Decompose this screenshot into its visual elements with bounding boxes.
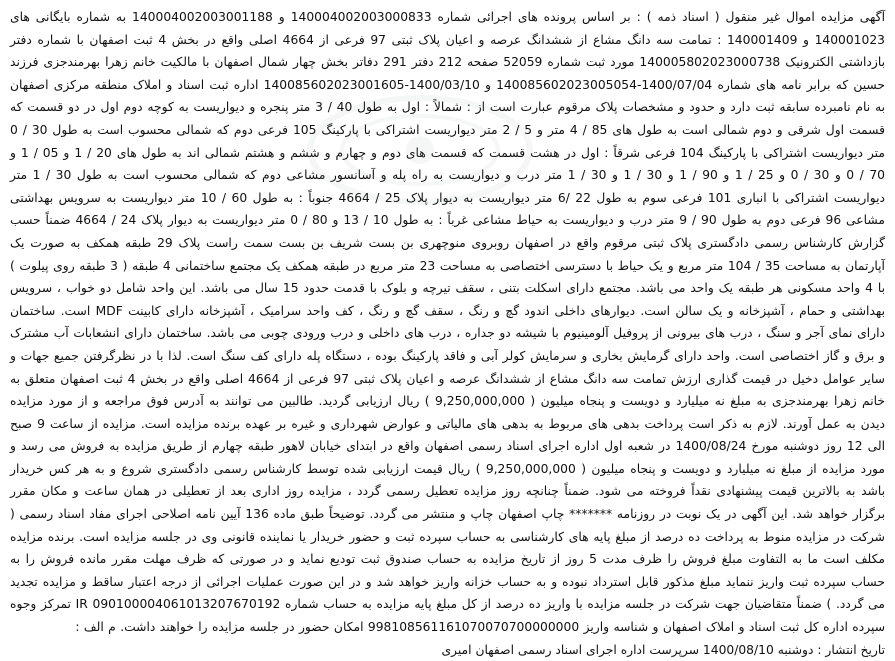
notice-footer: تاریخ انتشار : دوشنبه 1400/08/10 سرپرست اداره اجرای اسناد رسمی اصفهان امیری [441, 642, 885, 657]
notice-body: آگهی مزایده اموال غیر منقول ( اسناد ذمه ) : بر اساس پرونده های اجرائی شماره 140004002003000833 و 140004002003001188 به شماره بایگانی های 140001023 و 140001409 : تمامت سه دانگ مشاع از ششدانگ عرصه و اعیان پلاک ثبتی 97 فرعی از 4664 اصلی واقع در بخش 4 ثبت اصفهان با شماره دفتر بازداشتی الکترونیک 140005802023000738 مورد ثبت شماره 52059 صفحه 212 دفتر 291 دفاتر بخش چهار شمال اصفهان با مالکیت خانم زهرا بهرمندجزی فرزند حسین که برابر نامه های شماره 1400/07/04-140085602023005054 و 1400/03/10-140085602023001605 اداره ثبت اسناد و املاک منطقه مرکزی اصفهان به نام نامبرده سابقه ثبت دارد و حدود و مشخصات پلاک مرقوم عبارت است از : شمالاً : اول به طول 40 / 3 متر پنجره و دیواریست به کوچه دوم اول در دو قسمت که قسمت اول شرقی و دوم شمالی است به طول های 85 / 4 متر و 5 / 2 متر دیواریست اشتراکی با پارکینگ 105 فرعی دوم که شمالی محسوب است به طول 30 / 0 متر دیواریست اشتراکی با پارکینگ 104 فرعی شرقاً : اول در هشت قسمت که قسمت های دوم و چهارم و ششم و هشتم شمالی اند به طول های 20 / 1 و 05 / 1 و 70 / 0 و 30 / 0 و 25 / 1 و 90 / 1 و 30 / 1 و 30 / 1 متر درب و دیواریست به راه پله و آسانسور مشاعی دوم که شمالی محسوب است به طول 30 / 1 متر دیواریست اشتراکی با انباری 101 فرعی سوم به طول 22 /6 متر دیواریست به دیوار پلاک 25 / 4664 جنوباً : به طول 60 / 10 متر دیواریست به سرویس بهداشتی مشاعی 96 فرعی دوم به طول 90 / 9 متر درب و دیواریست به حیاط مشاعی غرباً : به طول 10 / 13 و 80 / 0 متر دیواریست به دیوار پلاک 24 / 4664 ضمناً حسب گزارش کارشناس رسمی دادگستری پلاک ثبتی مرقوم واقع در اصفهان روبروی منوچهری بن بست شریف بن بست سمت راست پلاک 29 طبقه همکف به صورت یک آپارتمان به مساحت 35 / 104 متر مربع و یک حیاط با دسترسی اختصاصی به مساحت 23 متر مربع در طبقه همکف یک مجتمع ساختمانی 4 طبقه ( 3 طبقه روی پیلوت ) با 4 واحد مسکونی هر طبقه یک واحد می باشد. مجتمع دارای اسکلت بتنی ، سقف تیرچه و بلوک با قدمت حدود 15 سال می باشد. این واحد شامل دو خواب ، سرویس بهداشتی و حمام ، آشپزخانه و یک سالن است. دیوارهای داخلی اندود گچ و رنگ ، سقف گچ و رنگ ، کف واحد سرامیک ، آشپزخانه دارای کابینت MDF است. ساختمان دارای نمای آجر و سنگ ، درب های بیرونی از پروفیل آلومینیوم با شیشه دو جداره ، درب های داخلی و درب ورودی چوبی می باشد. ساختمان دارای انشعابات آب مشترک و برق و گاز اختصاصی است. واحد دارای گرمایش بخاری و سرمایش کولر آبی و فاقد پارکینگ بوده ، دستگاه پله دارای کف سنگ است. لذا با در نظرگرفتن جمیع جهات و سایر عوامل دخیل در قیمت گذاری ارزش تمامت سه دانگ مشاع از ششدانگ عرصه و اعیان پلاک ثبتی 97 فرعی از 4664 اصلی واقع در بخش 4 ثبت اصفهان متعلق به خانم زهرا بهرمندجزی به مبلغ نه میلیارد و دویست و پنجاه میلیون ( 9,250,000,000 ) ریال ارزیابی گردید. طالبین می توانند به آدرس فوق مراجعه و از مورد مزایده دیدن به عمل آورند. لازم به ذکر است پرداخت بدهی های مربوط به بدهی های مالیاتی و عوارض شهرداری و غیره بر عهده برنده مزایده است. مزایده از ساعت 9 صبح الی 12 روز دوشنبه مورخ 1400/08/24 در شعبه اول اداره اجرای اسناد رسمی اصفهان واقع در ابتدای خیابان لاهور طبقه چهارم از طریق مزایده به فروش می رسد و مورد مزایده از مبلغ نه میلیارد و دویست و پنجاه میلیون ( 9,250,000,000 ) ریال قیمت ارزیابی شده توسط کارشناس رسمی دادگستری شروع و به هر کس خریدار باشد به بالاترین قیمت پیشنهادی نقداً فروخته می شود. ضمناً چنانچه روز مزایده تعطیل رسمی گردد ، مزایده روز اداری بعد از تعطیلی در همان ساعت و مکان مقرر برگزار خواهد شد. این آگهی در یک نوبت در روزنامه ******* چاپ اصفهان چاپ و منتشر می گردد. توضیحاً طبق ماده 136 آیین نامه اصلاحی اجرای مفاد اسناد رسمی ( شرکت در مزایده منوط به پرداخت ده درصد از مبلغ پایه های کارشناسی به حساب سپرده ثبت و حضور خریدار یا نماینده قانونی وی در جلسه مزایده است. برنده مزایده مکلف است ما به التفاوت مبلغ فروش را ظرف مدت 5 روز از تاریخ مزایده به حساب صندوق ثبت تودیع نماید و در صورتی که ظرف مهلت مقرر مانده فروش را به حساب سپرده ثبت واریز ننماید مبلغ مذکور قابل استرداد نبوده و به حساب خزانه واریز خواهد شد و در این صورت عملیات اجرائی از درجه اعتبار ساقط و مزایده تجدید می گردد. ) ضمناً متقاضیان جهت شرکت در جلسه مزایده با واریز ده درصد از کل مبلغ پایه مزایده به حساب شماره IR 090100004061013207670192 تمرکز وجوه سپرده اداره کل ثبت اسناد و املاک اصفهان و شناسه واریز 998108561161070070700000000 امکان حضور در جلسه مزایده را خواهند داشت. م الف : [10, 10, 886, 635]
